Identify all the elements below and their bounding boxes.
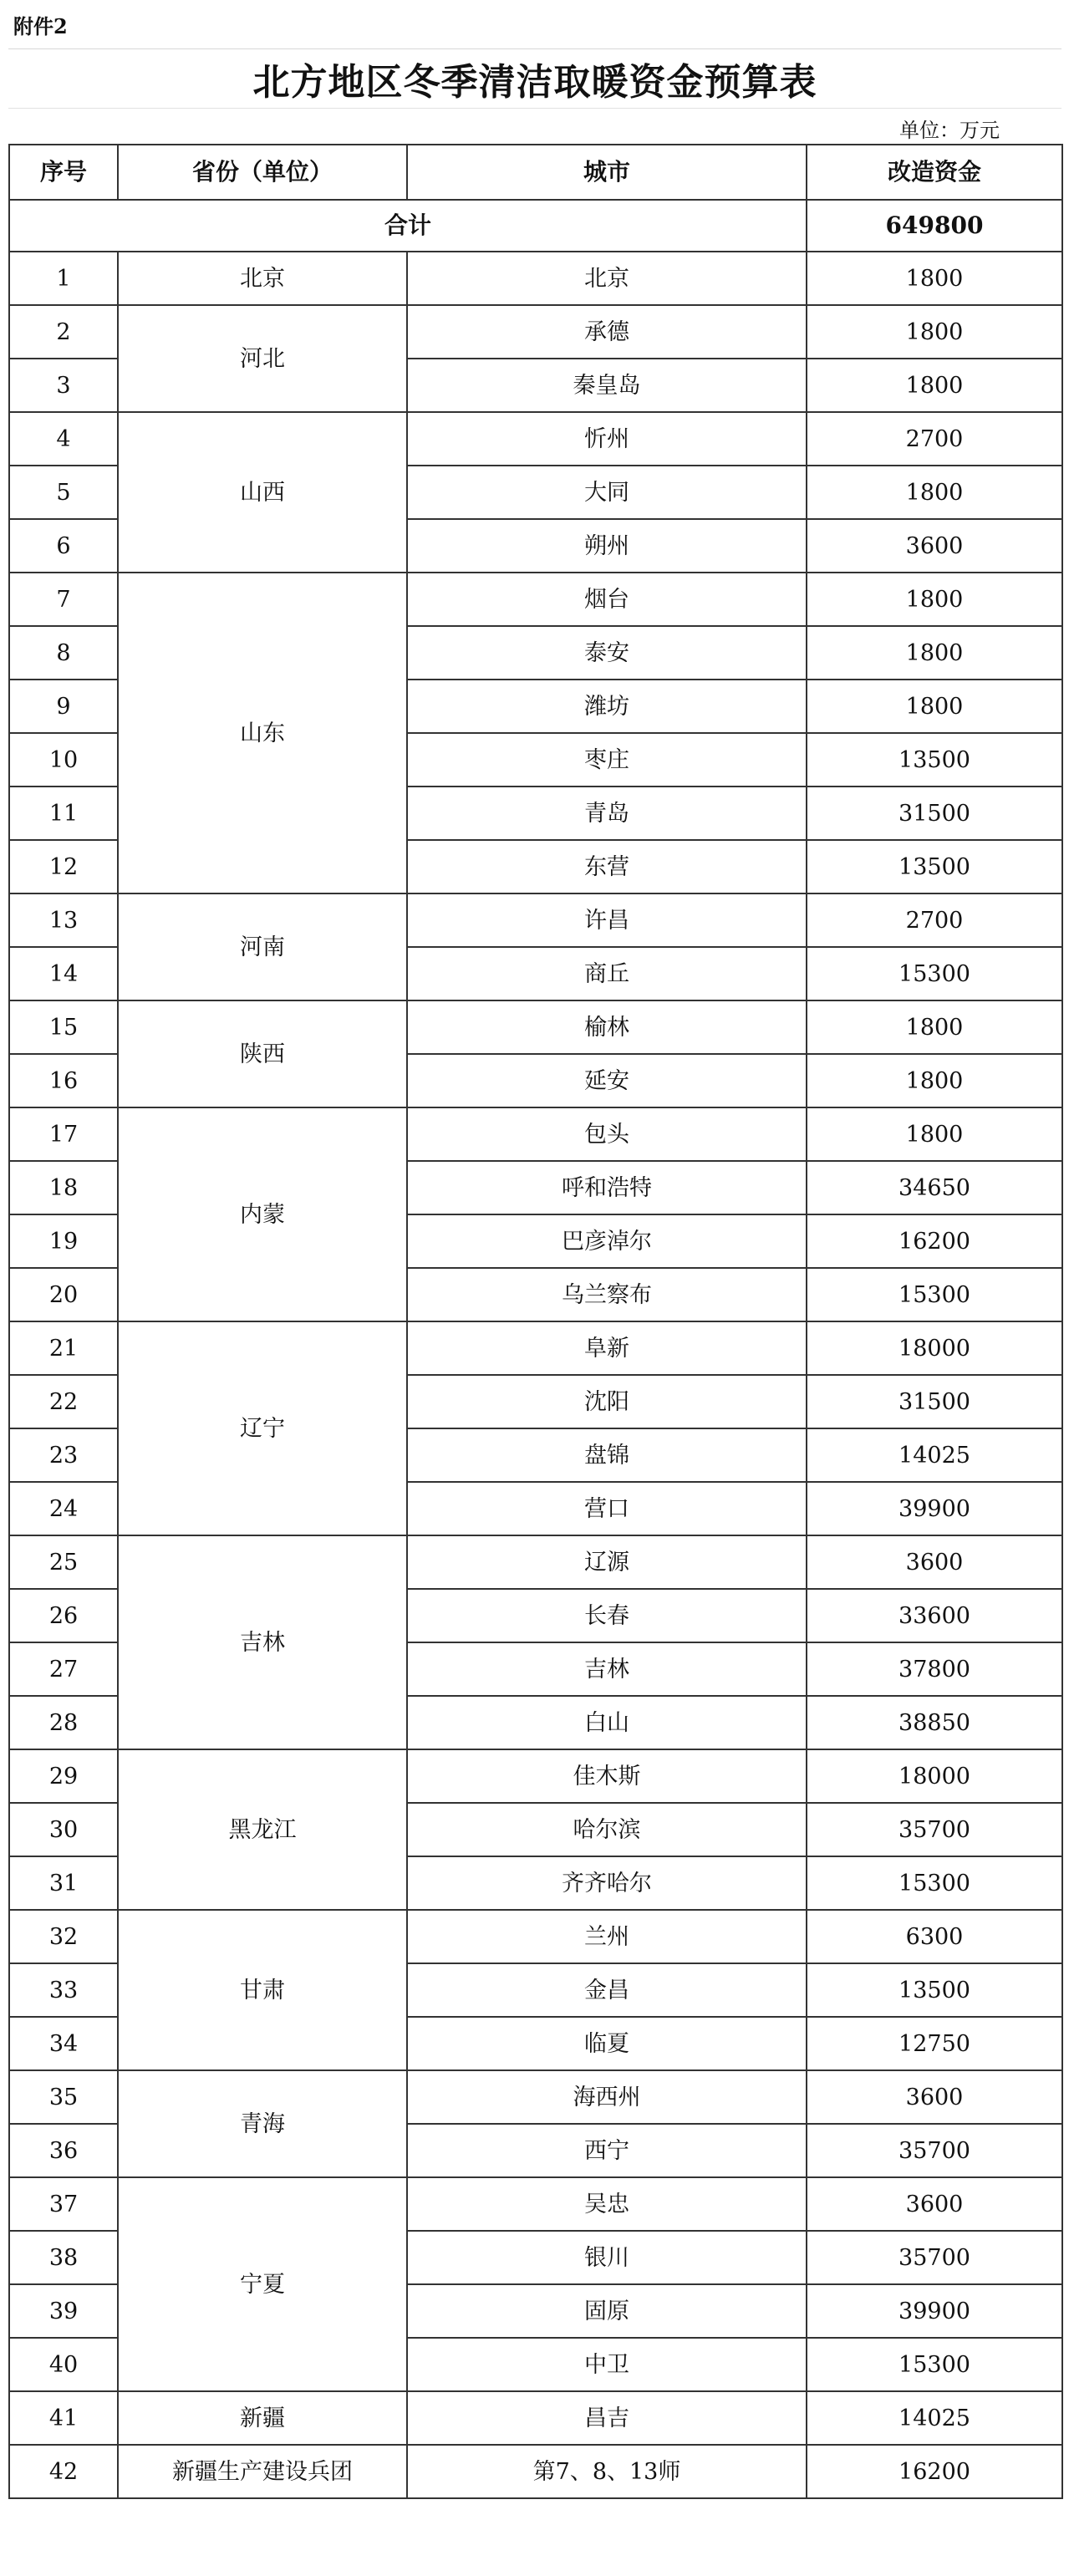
row-number: 26 — [9, 1589, 118, 1642]
row-number: 5 — [9, 466, 118, 519]
city-cell: 许昌 — [407, 893, 807, 947]
city-cell: 潍坊 — [407, 680, 807, 733]
city-cell: 秦皇岛 — [407, 359, 807, 412]
province-cell: 河北 — [118, 305, 407, 412]
row-number: 6 — [9, 519, 118, 573]
table-row — [9, 1535, 1062, 1589]
funds-cell: 35700 — [807, 1803, 1062, 1856]
table-row — [9, 2177, 1062, 2231]
row-number: 16 — [9, 1054, 118, 1107]
funds-cell: 1800 — [807, 573, 1062, 626]
row-number: 23 — [9, 1428, 118, 1482]
total-label: 合计 — [9, 200, 807, 252]
city-cell: 西宁 — [407, 2124, 807, 2177]
funds-cell: 18000 — [807, 1321, 1062, 1375]
row-number: 15 — [9, 1000, 118, 1054]
table-row — [9, 1000, 1062, 1054]
total-value: 649800 — [807, 200, 1062, 252]
row-number: 1 — [9, 252, 118, 305]
table-row — [9, 412, 1062, 466]
city-cell: 吉林 — [407, 1642, 807, 1696]
row-number: 13 — [9, 893, 118, 947]
funds-cell: 38850 — [807, 1696, 1062, 1749]
table-row — [9, 1321, 1062, 1375]
city-cell: 商丘 — [407, 947, 807, 1000]
funds-cell: 13500 — [807, 840, 1062, 893]
province-cell: 陕西 — [118, 1000, 407, 1107]
row-number: 31 — [9, 1856, 118, 1910]
funds-cell: 35700 — [807, 2124, 1062, 2177]
funds-cell: 1800 — [807, 466, 1062, 519]
funds-cell: 37800 — [807, 1642, 1062, 1696]
header-province: 省份（单位） — [118, 145, 407, 200]
province-cell: 甘肃 — [118, 1910, 407, 2070]
row-number: 24 — [9, 1482, 118, 1535]
city-cell: 吴忠 — [407, 2177, 807, 2231]
row-number: 11 — [9, 787, 118, 840]
row-number: 29 — [9, 1749, 118, 1803]
row-number: 21 — [9, 1321, 118, 1375]
row-number: 38 — [9, 2231, 118, 2284]
row-number: 30 — [9, 1803, 118, 1856]
funds-cell: 31500 — [807, 787, 1062, 840]
city-cell: 白山 — [407, 1696, 807, 1749]
unit-label: 单位：万元 — [899, 119, 1000, 142]
city-cell: 延安 — [407, 1054, 807, 1107]
province-cell: 黑龙江 — [118, 1749, 407, 1910]
city-cell: 乌兰察布 — [407, 1268, 807, 1321]
funds-cell: 14025 — [807, 1428, 1062, 1482]
row-number: 25 — [9, 1535, 118, 1589]
budget-table — [8, 144, 1063, 2499]
table-row — [9, 893, 1062, 947]
row-number: 35 — [9, 2070, 118, 2124]
table-row — [9, 573, 1062, 626]
funds-cell: 6300 — [807, 1910, 1062, 1963]
city-cell: 沈阳 — [407, 1375, 807, 1428]
city-cell: 承德 — [407, 305, 807, 359]
funds-cell: 39900 — [807, 1482, 1062, 1535]
funds-cell: 1800 — [807, 252, 1062, 305]
funds-cell: 3600 — [807, 2177, 1062, 2231]
funds-cell: 1800 — [807, 680, 1062, 733]
city-cell: 临夏 — [407, 2017, 807, 2070]
table-row — [9, 252, 1062, 305]
row-number: 32 — [9, 1910, 118, 1963]
row-number: 28 — [9, 1696, 118, 1749]
funds-cell: 15300 — [807, 1268, 1062, 1321]
row-number: 37 — [9, 2177, 118, 2231]
city-cell: 大同 — [407, 466, 807, 519]
city-cell: 包头 — [407, 1107, 807, 1161]
province-cell: 辽宁 — [118, 1321, 407, 1535]
funds-cell: 39900 — [807, 2284, 1062, 2338]
attachment-label: 附件2 — [8, 0, 1061, 49]
header-row — [9, 145, 1062, 200]
funds-cell: 16200 — [807, 2445, 1062, 2498]
city-cell: 哈尔滨 — [407, 1803, 807, 1856]
funds-cell: 1800 — [807, 1000, 1062, 1054]
city-cell: 枣庄 — [407, 733, 807, 787]
row-number: 40 — [9, 2338, 118, 2391]
funds-cell: 15300 — [807, 2338, 1062, 2391]
row-number: 18 — [9, 1161, 118, 1214]
city-cell: 泰安 — [407, 626, 807, 680]
city-cell: 巴彦淖尔 — [407, 1214, 807, 1268]
table-row — [9, 1107, 1062, 1161]
city-cell: 盘锦 — [407, 1428, 807, 1482]
funds-cell: 18000 — [807, 1749, 1062, 1803]
city-cell: 朔州 — [407, 519, 807, 573]
city-cell: 辽源 — [407, 1535, 807, 1589]
table-row — [9, 1910, 1062, 1963]
city-cell: 昌吉 — [407, 2391, 807, 2445]
total-row — [9, 200, 1062, 252]
province-cell: 青海 — [118, 2070, 407, 2177]
city-cell: 青岛 — [407, 787, 807, 840]
province-cell: 新疆生产建设兵团 — [118, 2445, 407, 2498]
city-cell: 忻州 — [407, 412, 807, 466]
budget-sheet — [8, 0, 1061, 2499]
city-cell: 榆林 — [407, 1000, 807, 1054]
funds-cell: 1800 — [807, 626, 1062, 680]
city-cell: 兰州 — [407, 1910, 807, 1963]
funds-cell: 31500 — [807, 1375, 1062, 1428]
table-row — [9, 305, 1062, 359]
province-cell: 河南 — [118, 893, 407, 1000]
province-cell: 新疆 — [118, 2391, 407, 2445]
city-cell: 阜新 — [407, 1321, 807, 1375]
funds-cell: 14025 — [807, 2391, 1062, 2445]
row-number: 3 — [9, 359, 118, 412]
row-number: 8 — [9, 626, 118, 680]
funds-cell: 35700 — [807, 2231, 1062, 2284]
row-number: 19 — [9, 1214, 118, 1268]
funds-cell: 34650 — [807, 1161, 1062, 1214]
row-number: 42 — [9, 2445, 118, 2498]
row-number: 39 — [9, 2284, 118, 2338]
funds-cell: 3600 — [807, 2070, 1062, 2124]
row-number: 10 — [9, 733, 118, 787]
unit-row — [8, 108, 1061, 144]
page-title: 北方地区冬季清洁取暖资金预算表 — [252, 61, 817, 104]
city-cell: 呼和浩特 — [407, 1161, 807, 1214]
city-cell: 银川 — [407, 2231, 807, 2284]
province-cell: 宁夏 — [118, 2177, 407, 2391]
province-cell: 内蒙 — [118, 1107, 407, 1321]
row-number: 2 — [9, 305, 118, 359]
row-number: 33 — [9, 1963, 118, 2017]
funds-cell: 15300 — [807, 947, 1062, 1000]
row-number: 17 — [9, 1107, 118, 1161]
funds-cell: 1800 — [807, 1107, 1062, 1161]
funds-cell: 13500 — [807, 733, 1062, 787]
row-number: 12 — [9, 840, 118, 893]
city-cell: 佳木斯 — [407, 1749, 807, 1803]
funds-cell: 2700 — [807, 893, 1062, 947]
row-number: 7 — [9, 573, 118, 626]
city-cell: 固原 — [407, 2284, 807, 2338]
funds-cell: 33600 — [807, 1589, 1062, 1642]
province-cell: 山东 — [118, 573, 407, 893]
row-number: 14 — [9, 947, 118, 1000]
funds-cell: 1800 — [807, 305, 1062, 359]
city-cell: 齐齐哈尔 — [407, 1856, 807, 1910]
table-row — [9, 2391, 1062, 2445]
funds-cell: 1800 — [807, 1054, 1062, 1107]
funds-cell: 1800 — [807, 359, 1062, 412]
city-cell: 海西州 — [407, 2070, 807, 2124]
city-cell: 第7、8、13师 — [407, 2445, 807, 2498]
header-no: 序号 — [9, 145, 118, 200]
province-cell: 北京 — [118, 252, 407, 305]
province-cell: 山西 — [118, 412, 407, 573]
row-number: 9 — [9, 680, 118, 733]
table-row — [9, 2070, 1062, 2124]
row-number: 34 — [9, 2017, 118, 2070]
city-cell: 中卫 — [407, 2338, 807, 2391]
province-cell: 吉林 — [118, 1535, 407, 1749]
funds-cell: 13500 — [807, 1963, 1062, 2017]
funds-cell: 2700 — [807, 412, 1062, 466]
city-cell: 东营 — [407, 840, 807, 893]
row-number: 36 — [9, 2124, 118, 2177]
row-number: 27 — [9, 1642, 118, 1696]
city-cell: 营口 — [407, 1482, 807, 1535]
row-number: 41 — [9, 2391, 118, 2445]
city-cell: 长春 — [407, 1589, 807, 1642]
city-cell: 北京 — [407, 252, 807, 305]
header-city: 城市 — [407, 145, 807, 200]
funds-cell: 12750 — [807, 2017, 1062, 2070]
city-cell: 烟台 — [407, 573, 807, 626]
funds-cell: 15300 — [807, 1856, 1062, 1910]
table-row — [9, 2445, 1062, 2498]
table-row — [9, 1749, 1062, 1803]
city-cell: 金昌 — [407, 1963, 807, 2017]
row-number: 20 — [9, 1268, 118, 1321]
funds-cell: 3600 — [807, 519, 1062, 573]
funds-cell: 16200 — [807, 1214, 1062, 1268]
row-number: 22 — [9, 1375, 118, 1428]
funds-cell: 3600 — [807, 1535, 1062, 1589]
header-funds: 改造资金 — [807, 145, 1062, 200]
row-number: 4 — [9, 412, 118, 466]
